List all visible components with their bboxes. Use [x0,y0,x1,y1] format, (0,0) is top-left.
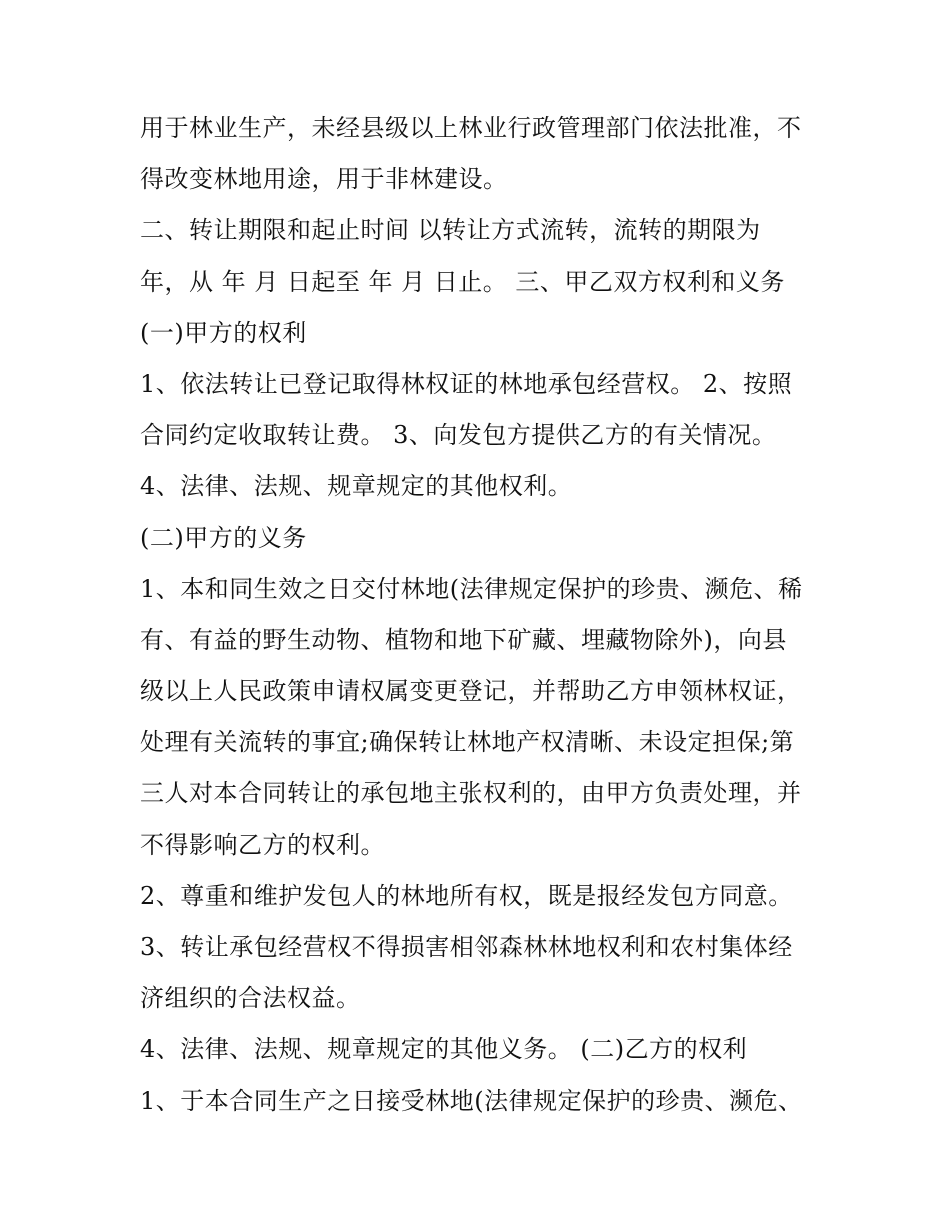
text-line: 有、有益的野生动物、植物和地下矿藏、埋藏物除外)，向县 [140,625,787,654]
text-line: 4、法律、法规、规章规定的其他权利。 [140,472,573,501]
text-line: 用于林业生产，未经县级以上林业行政管理部门依法批准，不 [140,114,802,142]
text-line: 三人对本合同转让的承包地主张权利的，由甲方负责处理，并 [140,779,802,808]
text-line: 1、于本合同生产之日接受林地(法律规定保护的珍贵、濒危、 [140,1086,803,1115]
subsection-heading: (二)甲方的义务 [140,523,307,552]
text-line: 3、转让承包经营权不得损害相邻森林林地权利和农村集体经 [140,933,793,961]
text-line: 4、法律、法规、规章规定的其他义务。 (二)乙方的权利 [140,1035,748,1064]
text-line: 得改变林地用途，用于非林建设。 [140,165,508,194]
text-line: 1、本和同生效之日交付林地(法律规定保护的珍贵、濒危、稀 [140,574,803,603]
text-line: 济组织的合法权益。 [140,984,361,1013]
text-line: 不得影响乙方的权利。 [140,830,385,859]
document-body [140,103,830,1127]
text-line: 处理有关流转的事宜;确保转让林地产权清晰、未设定担保;第 [140,728,795,757]
text-line: 2、尊重和维护发包人的林地所有权，既是报经发包方同意。 [140,881,793,910]
text-line: 年，从 年 月 日起至 年 月 日止。 三、甲乙双方权利和义务 [140,267,785,296]
section-heading: 二、转让期限和起止时间 以转让方式流转，流转的期限为 [140,216,761,245]
text-line: 合同约定收取转让费。 3、向发包方提供乙方的有关情况。 [140,421,777,450]
subsection-heading: (一)甲方的权利 [140,318,307,347]
text-line: 级以上人民政策申请权属变更登记，并帮助乙方申领林权证， [140,677,802,706]
text-line: 1、依法转让已登记取得林权证的林地承包经营权。 2、按照 [140,369,793,398]
